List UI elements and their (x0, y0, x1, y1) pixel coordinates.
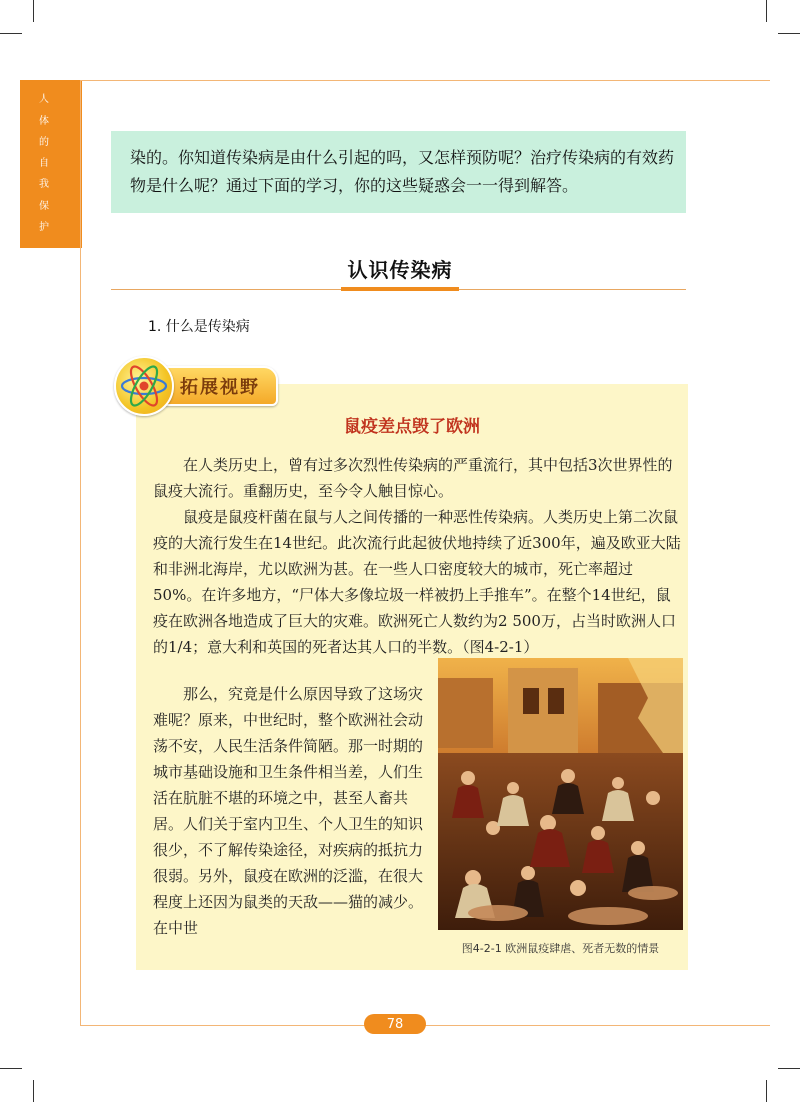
crop-mark (33, 0, 34, 22)
side-char: 自 (39, 158, 49, 169)
chapter-side-label (20, 80, 68, 248)
left-border (80, 80, 81, 1026)
crop-mark (0, 1068, 22, 1069)
extension-badge (162, 366, 278, 406)
crop-mark (33, 1080, 34, 1102)
paragraph: 那么，究竟是什么原因导致了这场灾难呢？原来，中世纪时，整个欧洲社会动荡不安，人民生活条件简陋。那一时期的城市基础设施和卫生条件相当差，人们生活在肮脏不堪的环境之中，甚至人畜共居。人们关于室内卫生、个人卫生的知识很少，不了解传染途径，对疾病的抵抗力很弱。另外，鼠疫在欧洲的泛滥，在很大程度上还因为鼠类的天敌——猫的减少。在中世 (153, 685, 424, 937)
top-border (80, 80, 770, 81)
side-char: 的 (39, 136, 49, 148)
side-char: 我 (39, 179, 49, 191)
figure-caption: 图4-2-1 欧洲鼠疫肆虐、死者无数的情景 (461, 942, 660, 955)
side-char: 护 (39, 221, 49, 233)
crop-mark (778, 1068, 800, 1069)
crop-mark (766, 1080, 767, 1102)
extension-badge-label: 拓展视野 (180, 377, 260, 398)
paragraph: 鼠疫是鼠疫杆菌在鼠与人之间传播的一种恶性传染病。人类历史上第二次鼠疫的大流行发生在14世纪。此次流行此起彼伏地持续了近300年，遍及欧亚大陆和非洲北海岸，尤以欧洲为甚。在一些人口密度较大的城市，死亡率超过50%。在许多地方，“尸体大多像垃圾一样被扔上手推车”。在整个14世纪，鼠疫在欧洲各地造成了巨大的灾难。欧洲死亡人数约为2 500万，占当时欧洲人口的1/4；意大利和英国的死者达其人口的半数。（图4-2-1） (153, 508, 681, 656)
side-char: 人 (39, 94, 49, 106)
crop-mark (778, 33, 800, 34)
crop-mark (766, 0, 767, 22)
crop-mark (0, 33, 22, 34)
section-title: 认识传染病 (347, 258, 453, 282)
page-number-badge (364, 1014, 426, 1034)
paragraph: 在人类历史上，曾有过多次烈性传染病的严重流行，其中包括3次世界性的鼠疫大流行。重翻历史，至今令人触目惊心。 (153, 456, 673, 500)
page-number: 78 (386, 1016, 404, 1032)
plague-painting-image (438, 658, 683, 930)
side-char: 保 (39, 200, 49, 212)
atom-icon (114, 356, 174, 416)
intro-text: 染的。你知道传染病是由什么引起的吗，又怎样预防呢？治疗传染病的有效药物是什么呢？通过下面的学习，你的这些疑惑会一一得到解答。 (130, 148, 675, 195)
side-char: 体 (39, 115, 49, 127)
section-title-underline (341, 287, 459, 291)
subsection-heading: 1. 什么是传染病 (148, 319, 250, 335)
story-title: 鼠疫差点毁了欧洲 (344, 417, 480, 437)
